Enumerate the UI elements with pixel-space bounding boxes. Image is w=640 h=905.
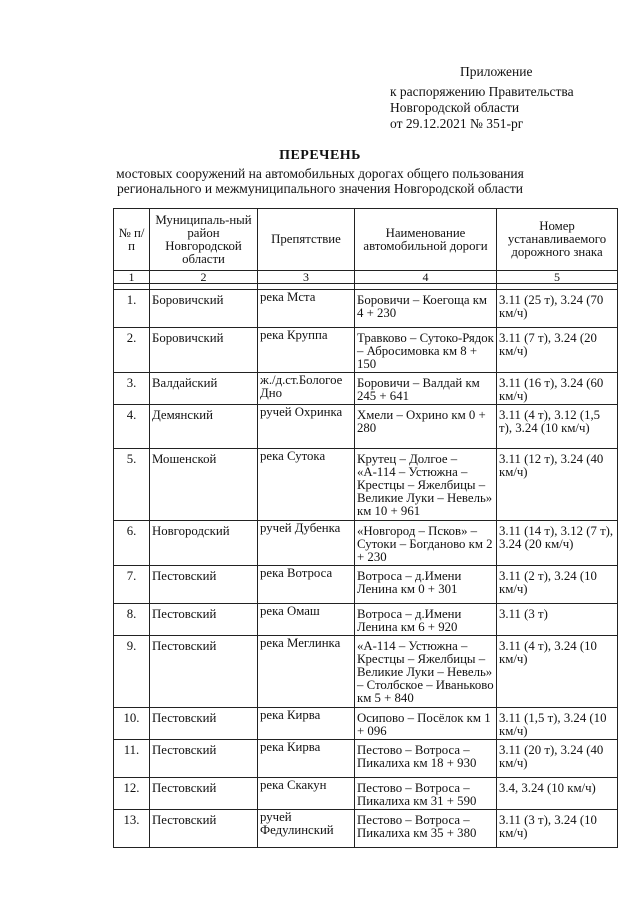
column-numbers-row <box>114 271 618 284</box>
cell-district: Пестовский <box>150 810 258 848</box>
cell-sign: 3.11 (20 т), 3.24 (40 км/ч) <box>497 740 618 778</box>
table-header-row <box>114 209 618 271</box>
cell-district: Новгородский <box>150 521 258 566</box>
header-num: № п/п <box>114 209 150 271</box>
cell-num: 3. <box>114 373 150 405</box>
cell-district: Пестовский <box>150 740 258 778</box>
cell-road: Хмели – Охрино км 0 + 280 <box>355 405 497 449</box>
column-number: 5 <box>497 271 618 284</box>
table-row <box>114 636 618 708</box>
cell-road: Крутец – Долгое – «А-114 – Устюжна – Крестцы – Яжелбицы – Великие Луки – Невель» км 10 + 961 <box>355 449 497 521</box>
cell-obstacle: река Скакун <box>258 778 355 810</box>
cell-num: 9. <box>114 636 150 708</box>
cell-district: Пестовский <box>150 708 258 740</box>
bridges-table <box>113 208 618 848</box>
table-row <box>114 373 618 405</box>
cell-sign: 3.11 (4 т), 3.24 (10 км/ч) <box>497 636 618 708</box>
table-row <box>114 328 618 373</box>
column-number: 3 <box>258 271 355 284</box>
cell-num: 13. <box>114 810 150 848</box>
cell-sign: 3.4, 3.24 (10 км/ч) <box>497 778 618 810</box>
cell-district: Валдайский <box>150 373 258 405</box>
cell-obstacle: ручей Федулинский <box>258 810 355 848</box>
table-row <box>114 566 618 604</box>
header-road: Наименование автомобильной дороги <box>355 209 497 271</box>
cell-num: 6. <box>114 521 150 566</box>
cell-district: Пестовский <box>150 604 258 636</box>
cell-num: 2. <box>114 328 150 373</box>
cell-road: Пестово – Вотроса – Пикалиха км 18 + 930 <box>355 740 497 778</box>
cell-district: Пестовский <box>150 636 258 708</box>
document-subtitle <box>80 166 560 196</box>
header-obstacle: Препятствие <box>258 209 355 271</box>
cell-district: Демянский <box>150 405 258 449</box>
header-district: Муниципаль-ный район Новгородской области <box>150 209 258 271</box>
cell-district: Боровичский <box>150 328 258 373</box>
cell-road: Травково – Сутоко-Рядок – Абросимовка км 8 + 150 <box>355 328 497 373</box>
table-row <box>114 778 618 810</box>
cell-sign: 3.11 (3 т), 3.24 (10 км/ч) <box>497 810 618 848</box>
cell-sign: 3.11 (25 т), 3.24 (70 км/ч) <box>497 290 618 328</box>
cell-district: Пестовский <box>150 778 258 810</box>
appendix-line: к распоряжению Правительства <box>390 84 574 99</box>
appendix-line: Новгородской области <box>390 100 520 115</box>
cell-obstacle: река Вотроса <box>258 566 355 604</box>
table-row <box>114 290 618 328</box>
cell-obstacle: ж./д.ст.Бологое Дно <box>258 373 355 405</box>
column-number: 4 <box>355 271 497 284</box>
cell-num: 8. <box>114 604 150 636</box>
cell-road: Пестово – Вотроса – Пикалиха км 35 + 380 <box>355 810 497 848</box>
cell-obstacle: река Сутока <box>258 449 355 521</box>
cell-obstacle: река Круппа <box>258 328 355 373</box>
cell-district: Боровичский <box>150 290 258 328</box>
cell-num: 5. <box>114 449 150 521</box>
cell-road: «Новгород – Псков» – Сутоки – Богданово км 2 + 230 <box>355 521 497 566</box>
cell-district: Пестовский <box>150 566 258 604</box>
cell-district: Мошенской <box>150 449 258 521</box>
table-row <box>114 810 618 848</box>
cell-road: Осипово – Посёлок км 1 + 096 <box>355 708 497 740</box>
column-number: 2 <box>150 271 258 284</box>
cell-obstacle: река Кирва <box>258 708 355 740</box>
cell-road: Вотроса – д.Имени Ленина км 0 + 301 <box>355 566 497 604</box>
cell-num: 1. <box>114 290 150 328</box>
cell-num: 4. <box>114 405 150 449</box>
cell-sign: 3.11 (14 т), 3.12 (7 т), 3.24 (20 км/ч) <box>497 521 618 566</box>
cell-road: Пестово – Вотроса – Пикалиха км 31 + 590 <box>355 778 497 810</box>
appendix-block <box>390 64 620 132</box>
cell-obstacle: река Меглинка <box>258 636 355 708</box>
cell-sign: 3.11 (12 т), 3.24 (40 км/ч) <box>497 449 618 521</box>
cell-obstacle: река Мста <box>258 290 355 328</box>
cell-num: 10. <box>114 708 150 740</box>
cell-sign: 3.11 (16 т), 3.24 (60 км/ч) <box>497 373 618 405</box>
cell-sign: 3.11 (7 т), 3.24 (20 км/ч) <box>497 328 618 373</box>
document-title: ПЕРЕЧЕНЬ <box>279 148 361 163</box>
cell-obstacle: река Кирва <box>258 740 355 778</box>
cell-sign: 3.11 (1,5 т), 3.24 (10 км/ч) <box>497 708 618 740</box>
cell-num: 11. <box>114 740 150 778</box>
cell-obstacle: река Омаш <box>258 604 355 636</box>
cell-num: 7. <box>114 566 150 604</box>
subtitle-line: регионального и межмуниципального значения Новгородской области <box>117 181 523 196</box>
appendix-title: Приложение <box>460 64 533 79</box>
cell-road: Боровичи – Валдай км 245 + 641 <box>355 373 497 405</box>
cell-obstacle: ручей Дубенка <box>258 521 355 566</box>
table-row <box>114 405 618 449</box>
table-row <box>114 449 618 521</box>
column-number: 1 <box>114 271 150 284</box>
subtitle-line: мостовых сооружений на автомобильных дорогах общего пользования <box>116 166 524 181</box>
appendix-line: от 29.12.2021 № 351-рг <box>390 116 524 131</box>
cell-obstacle: ручей Охринка <box>258 405 355 449</box>
cell-road: Боровичи – Коегоща км 4 + 230 <box>355 290 497 328</box>
cell-road: Вотроса – д.Имени Ленина км 6 + 920 <box>355 604 497 636</box>
table-row <box>114 708 618 740</box>
cell-road: «А-114 – Устюжна – Крестцы – Яжелбицы – Великие Луки – Невель» – Столбское – Иваньково км 5 + 840 <box>355 636 497 708</box>
cell-sign: 3.11 (3 т) <box>497 604 618 636</box>
cell-sign: 3.11 (4 т), 3.12 (1,5 т), 3.24 (10 км/ч) <box>497 405 618 449</box>
table-body <box>114 290 618 848</box>
cell-sign: 3.11 (2 т), 3.24 (10 км/ч) <box>497 566 618 604</box>
table-row <box>114 604 618 636</box>
table-row <box>114 740 618 778</box>
cell-num: 12. <box>114 778 150 810</box>
table-row <box>114 521 618 566</box>
header-sign: Номер устанавливаемого дорожного знака <box>497 209 618 271</box>
